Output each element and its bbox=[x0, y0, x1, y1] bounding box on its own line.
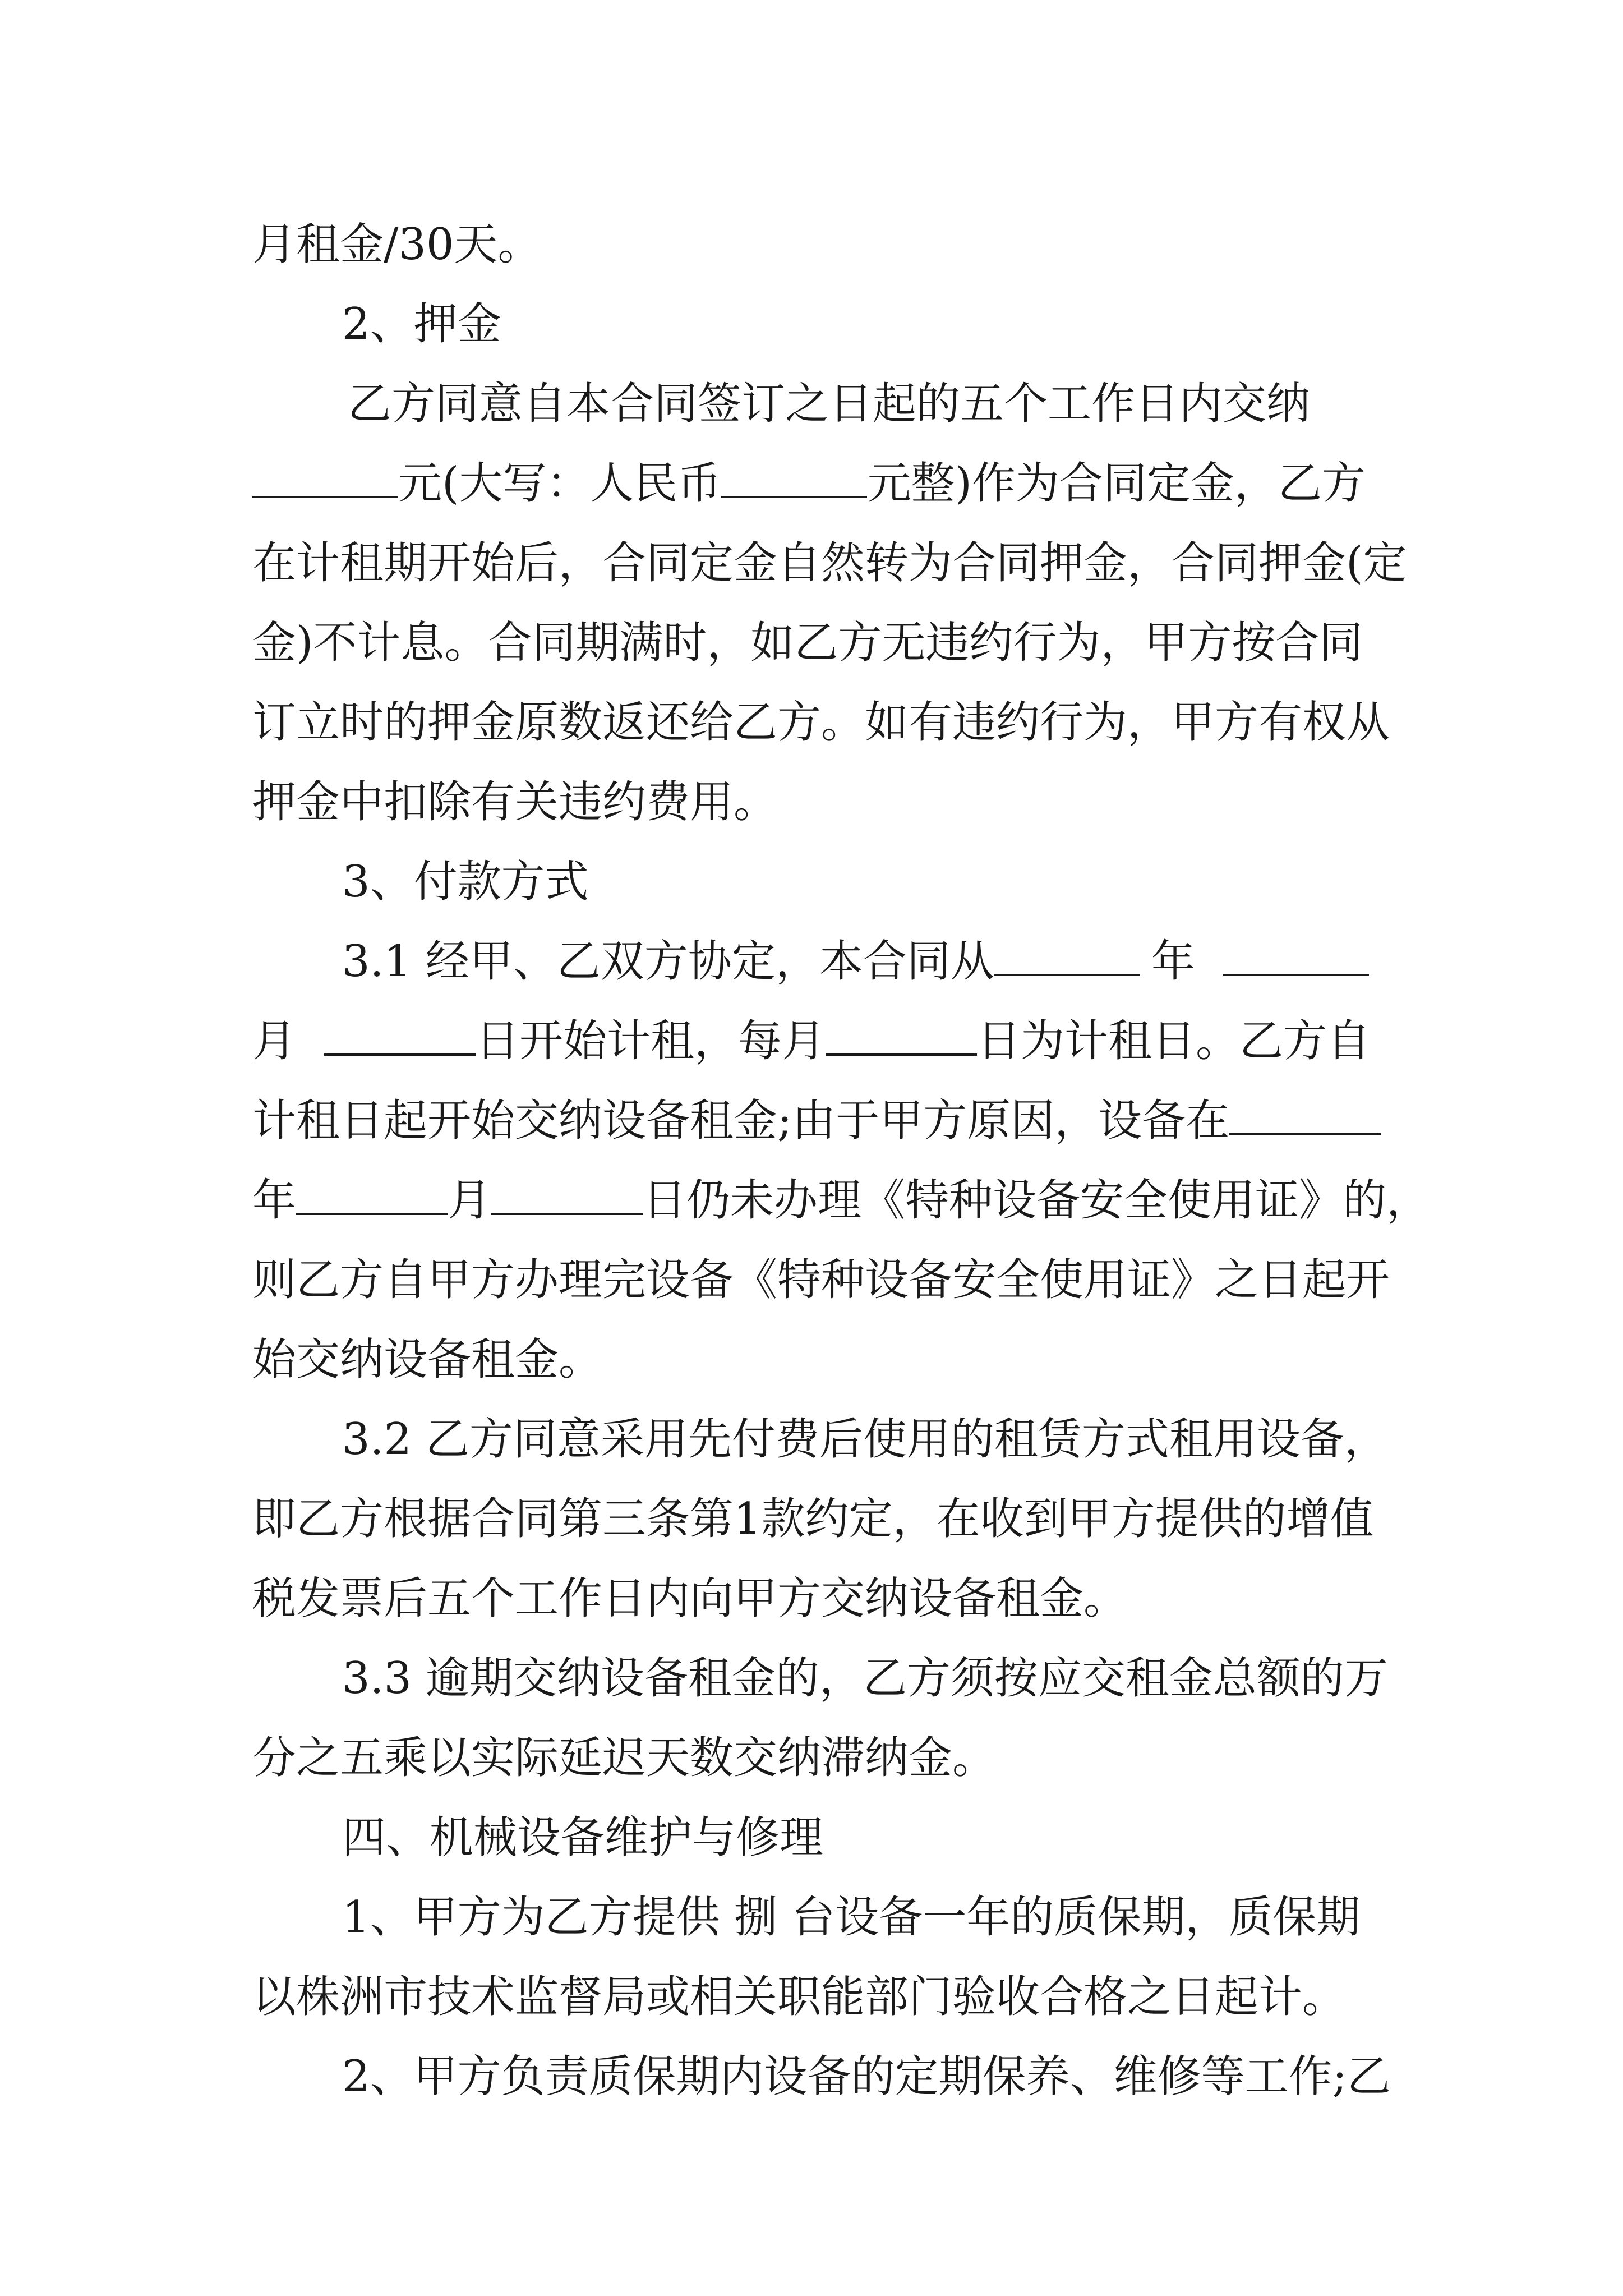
section-heading: 四、机械设备维护与修理 bbox=[342, 1812, 824, 1863]
text-line: 金)不计息。合同期满时，如乙方无违约行为，甲方按合同 bbox=[252, 618, 1363, 668]
fill-blank bbox=[324, 1020, 476, 1056]
fill-blank bbox=[491, 1179, 643, 1215]
text-line: 订立时的押金原数返还给乙方。如有违约行为，甲方有权从 bbox=[252, 697, 1390, 748]
fill-blank bbox=[1223, 940, 1369, 976]
fill-blank bbox=[1229, 1099, 1381, 1135]
text-line: 计租日起开始交纳设备租金;由于甲方原因，设备在 bbox=[252, 1081, 1380, 1161]
text-line: 月 日开始计租，每月 日为计租日。乙方自 bbox=[252, 1016, 1371, 1066]
text-line: 元(大写：人民币 元整)作为合同定金，乙方 bbox=[252, 444, 1380, 523]
text-line: 在计租期开始后，合同定金自然转为合同押金，合同押金(定 bbox=[252, 538, 1407, 588]
fill-blank bbox=[252, 462, 398, 498]
text-line: 押金中扣除有关违约费用。 bbox=[252, 777, 778, 827]
text-line: 分之五乘以实际延迟天数交纳滞纳金。 bbox=[252, 1733, 997, 1783]
fill-blank bbox=[994, 940, 1140, 976]
fill-blank bbox=[296, 1179, 448, 1215]
text-line: 3.3 逾期交纳设备租金的，乙方须按应交租金总额的万 bbox=[342, 1653, 1388, 1704]
text-line: 年 月 日仍未办理《特种设备安全使用证》的， bbox=[252, 1175, 1431, 1226]
section-heading: 2、押金 bbox=[342, 299, 501, 349]
fill-blank bbox=[826, 1020, 977, 1056]
text-line: 乙方同意自本合同签订之日起的五个工作日内交纳 bbox=[348, 379, 1311, 429]
text-line: 则乙方自甲方办理完设备《特种设备安全使用证》之日起开 bbox=[252, 1255, 1390, 1305]
text-line: 2、甲方负责质保期内设备的定期保养、维修等工作;乙 bbox=[342, 2051, 1391, 2102]
text-line: 以株洲市技术监督局或相关职能部门验收合格之日起计。 bbox=[252, 1972, 1347, 2022]
text-line: 月租金/30天。 bbox=[252, 219, 542, 270]
text-line: 始交纳设备租金。 bbox=[252, 1335, 603, 1385]
text-line: 3.2 乙方同意采用先付费后使用的租赁方式租用设备， bbox=[342, 1414, 1388, 1465]
fill-blank bbox=[721, 462, 867, 498]
text-line: 税发票后五个工作日内向甲方交纳设备租金。 bbox=[252, 1573, 1128, 1624]
text-line: 3.1 经甲、乙双方协定，本合同从 年 bbox=[252, 922, 1380, 1001]
text-line: 1、甲方为乙方提供 捌 台设备一年的质保期，质保期 bbox=[342, 1892, 1361, 1943]
document-page bbox=[252, 205, 1431, 2116]
text-line: 即乙方根据合同第三条第1款约定，在收到甲方提供的增值 bbox=[252, 1494, 1374, 1544]
section-heading: 3、付款方式 bbox=[342, 857, 589, 907]
